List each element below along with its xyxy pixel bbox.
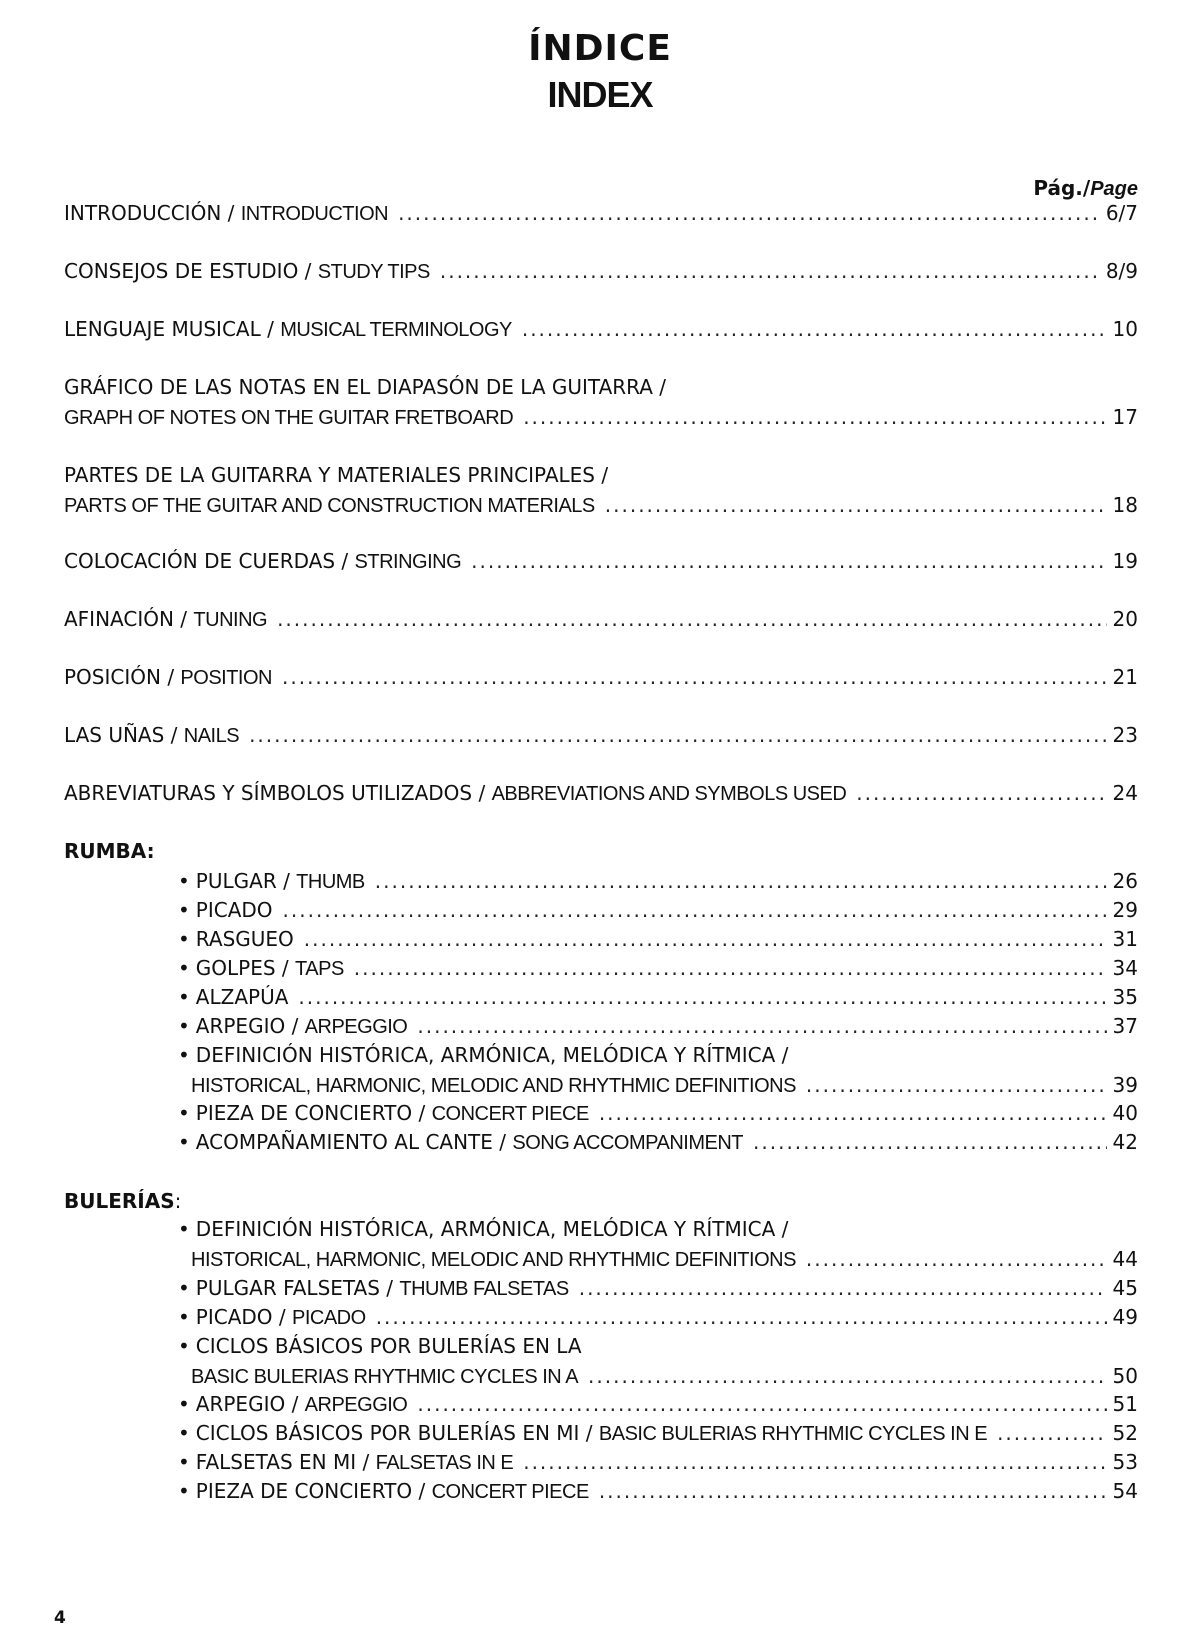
dot-leader (471, 546, 1106, 576)
rumba-item-page-number: 31 (1112, 927, 1138, 951)
bulerias-item-label (178, 1447, 513, 1478)
rumba-item-en: SONG ACCOMPANIMENT (512, 1132, 744, 1154)
bullet-icon: • (178, 1043, 190, 1067)
rumba-item-entry (191, 1070, 1138, 1100)
rumba-item-entry (178, 982, 1138, 1012)
bulerias-heading-colon: : (174, 1189, 182, 1213)
toc-es: AFINACIÓN / (64, 607, 194, 631)
dot-leader (856, 778, 1106, 808)
rumba-item-en: HISTORICAL, HARMONIC, MELODIC AND RHYTHMIC DEFINITIONS (191, 1075, 796, 1097)
rumba-item-label (178, 953, 344, 984)
toc-en: NAILS (183, 725, 240, 747)
bulerias-item-es: PICADO / (195, 1305, 292, 1329)
toc-line1 (64, 460, 608, 490)
toc-label (64, 604, 267, 635)
toc-entry (64, 604, 1138, 634)
dot-leader (588, 1361, 1107, 1391)
title-english: INDEX (547, 74, 653, 115)
rumba-item-page-number: 29 (1112, 898, 1138, 922)
bullet-icon: • (178, 1130, 190, 1154)
bulerias-item-en: BASIC BULERIAS RHYTHMIC CYCLES IN A (191, 1366, 579, 1388)
bulerias-item-entry (178, 1447, 1138, 1477)
rumba-item-es: PULGAR / (195, 869, 297, 893)
bulerias-item-es: ARPEGIO / (195, 1392, 305, 1416)
toc-entry (64, 314, 1138, 344)
toc-label (64, 198, 388, 229)
toc-es: CONSEJOS DE ESTUDIO / (64, 259, 318, 283)
bulerias-item-en: FALSETAS IN E (375, 1452, 514, 1474)
bullet-icon: • (178, 869, 190, 893)
bulerias-heading-text: BULERÍAS (64, 1189, 175, 1213)
section-heading-rumba: RUMBA: (64, 839, 155, 863)
footer-page-number: 4 (54, 1608, 66, 1628)
toc-page-number: 8/9 (1105, 259, 1138, 283)
bulerias-item-en: PICADO (292, 1307, 366, 1329)
toc-entry (64, 546, 1138, 576)
toc-page-number: 10 (1112, 317, 1138, 341)
rumba-item-es: ALZAPÚA (195, 985, 289, 1009)
rumba-item-entry (178, 924, 1138, 954)
rumba-item-entry (178, 895, 1138, 925)
bulerias-item-line1 (178, 1331, 582, 1361)
dot-leader (806, 1244, 1107, 1274)
bullet-icon: • (178, 1479, 190, 1503)
bulerias-item-es: FALSETAS EN MI / (195, 1450, 376, 1474)
dot-leader (277, 604, 1106, 634)
bulerias-item-page-number: 53 (1112, 1450, 1138, 1474)
bulerias-item-en: CONCERT PIECE (431, 1481, 589, 1503)
rumba-item-entry (178, 953, 1138, 983)
toc-label (64, 256, 430, 287)
dot-leader (417, 1011, 1106, 1041)
toc-en: ABBREVIATIONS AND SYMBOLS USED (491, 783, 847, 805)
toc-label (64, 778, 846, 809)
rumba-item-entry (178, 1011, 1138, 1041)
toc-entry (64, 490, 1138, 520)
bullet-icon: • (178, 1305, 190, 1329)
rumba-item-page-number: 40 (1112, 1101, 1138, 1125)
rumba-item-line1 (178, 1040, 788, 1070)
bulerias-item-entry (178, 1302, 1138, 1332)
bullet-icon: • (178, 1392, 190, 1416)
toc-page-number: 24 (1112, 781, 1138, 805)
toc-es: INTRODUCCIÓN / (64, 201, 241, 225)
bulerias-item-line1 (178, 1214, 788, 1244)
bullet-icon: • (178, 927, 190, 951)
dot-leader (523, 402, 1106, 432)
bullet-icon: • (178, 985, 190, 1009)
toc-en: GRAPH OF NOTES ON THE GUITAR FRETBOARD (64, 407, 514, 429)
bulerias-item-label (178, 1389, 407, 1420)
rumba-item-es: GOLPES / (195, 956, 296, 980)
rumba-item-page-number: 35 (1112, 985, 1138, 1009)
toc-page-number: 23 (1112, 723, 1138, 747)
dot-leader (997, 1418, 1106, 1448)
bulerias-item-en: THUMB FALSETAS (399, 1278, 569, 1300)
dot-leader (579, 1273, 1107, 1303)
toc-en: POSITION (180, 667, 272, 689)
toc-en: INTRODUCTION (240, 203, 389, 225)
toc-page-number: 19 (1112, 549, 1138, 573)
bulerias-item-entry (191, 1244, 1138, 1274)
bulerias-item-entry (178, 1389, 1138, 1419)
bulerias-item-page-number: 49 (1112, 1305, 1138, 1329)
page-header-en: Page (1090, 178, 1138, 200)
toc-label (64, 720, 239, 751)
rumba-item-label (191, 1070, 796, 1101)
rumba-item-page-number: 39 (1112, 1073, 1138, 1097)
rumba-item-page-number: 42 (1112, 1130, 1138, 1154)
bulerias-item-es: CICLOS BÁSICOS POR BULERÍAS EN MI / (195, 1421, 599, 1445)
dot-leader (753, 1127, 1107, 1157)
rumba-item-entry (178, 1098, 1138, 1128)
bullet-icon: • (178, 1217, 190, 1241)
toc-es: LAS UÑAS / (64, 723, 184, 747)
bulerias-item-es: CICLOS BÁSICOS POR BULERÍAS EN LA (195, 1334, 582, 1358)
toc-en: PARTS OF THE GUITAR AND CONSTRUCTION MATERIALS (64, 495, 595, 517)
toc-label (64, 402, 513, 433)
rumba-item-en: ARPEGGIO (304, 1016, 408, 1038)
rumba-item-page-number: 26 (1112, 869, 1138, 893)
dot-leader (249, 720, 1106, 750)
rumba-item-label (178, 982, 288, 1012)
rumba-item-label (178, 1127, 743, 1158)
toc-page-number: 18 (1112, 493, 1138, 517)
bulerias-item-label (178, 1476, 589, 1507)
toc-page-number: 6/7 (1105, 201, 1138, 225)
rumba-item-es: PICADO (195, 898, 273, 922)
bulerias-item-es: PULGAR FALSETAS / (195, 1276, 400, 1300)
toc-page-number: 21 (1112, 665, 1138, 689)
toc-es: POSICIÓN / (64, 665, 181, 689)
toc-en: MUSICAL TERMINOLOGY (280, 319, 512, 341)
bulerias-item-entry (191, 1361, 1138, 1391)
rumba-item-label (178, 924, 294, 954)
dot-leader (298, 982, 1106, 1012)
rumba-item-en: TAPS (295, 958, 344, 980)
rumba-item-label (178, 895, 273, 925)
toc-page-number: 17 (1112, 405, 1138, 429)
toc-es: PARTES DE LA GUITARRA Y MATERIALES PRINCIPALES / (64, 463, 609, 487)
rumba-item-es: ACOMPAÑAMIENTO AL CANTE / (195, 1130, 513, 1154)
bulerias-item-en: HISTORICAL, HARMONIC, MELODIC AND RHYTHMIC DEFINITIONS (191, 1249, 796, 1271)
dot-leader (398, 198, 1100, 228)
rumba-item-page-number: 34 (1112, 956, 1138, 980)
bulerias-item-page-number: 54 (1112, 1479, 1138, 1503)
dot-leader (605, 490, 1107, 520)
bullet-icon: • (178, 956, 190, 980)
rumba-item-entry (178, 866, 1138, 896)
rumba-item-label (178, 1011, 407, 1042)
toc-es: COLOCACIÓN DE CUERDAS / (64, 549, 355, 573)
toc-entry (64, 198, 1138, 228)
rumba-item-label (178, 866, 365, 897)
rumba-item-es: RASGUEO (195, 927, 294, 951)
bullet-icon: • (178, 1450, 190, 1474)
dot-leader (354, 953, 1107, 983)
rumba-item-page-number: 37 (1112, 1014, 1138, 1038)
rumba-item-es: DEFINICIÓN HISTÓRICA, ARMÓNICA, MELÓDICA Y RÍTMICA / (195, 1043, 789, 1067)
bullet-icon: • (178, 1421, 190, 1445)
page-header-es: Pág. (1033, 176, 1083, 200)
toc-entry (64, 662, 1138, 692)
bulerias-item-label (178, 1273, 569, 1304)
dot-leader (599, 1098, 1107, 1128)
toc-label (64, 546, 461, 577)
bulerias-item-page-number: 50 (1112, 1364, 1138, 1388)
bullet-icon: • (178, 1101, 190, 1125)
rumba-item-es: PIEZA DE CONCIERTO / (195, 1101, 432, 1125)
title-spanish: ÍNDICE (528, 28, 672, 69)
dot-leader (522, 314, 1107, 344)
bulerias-item-entry (178, 1476, 1138, 1506)
page-header-sep: / (1082, 176, 1091, 200)
toc-en: STUDY TIPS (317, 261, 430, 283)
dot-leader (599, 1476, 1107, 1506)
bulerias-item-entry (178, 1273, 1138, 1303)
toc-en: STRINGING (354, 551, 462, 573)
bulerias-item-page-number: 51 (1112, 1392, 1138, 1416)
bulerias-item-page-number: 52 (1112, 1421, 1138, 1445)
bullet-icon: • (178, 898, 190, 922)
toc-label (64, 490, 595, 521)
bulerias-item-label (178, 1418, 987, 1449)
rumba-item-es: ARPEGIO / (195, 1014, 305, 1038)
dot-leader (282, 662, 1107, 692)
dot-leader (523, 1447, 1106, 1477)
toc-es: LENGUAJE MUSICAL / (64, 317, 281, 341)
toc-label (64, 314, 512, 345)
dot-leader (283, 895, 1107, 925)
toc-en: TUNING (193, 609, 268, 631)
dot-leader (375, 866, 1107, 896)
bulerias-item-en: BASIC BULERIAS RHYTHMIC CYCLES IN E (598, 1423, 988, 1445)
dot-leader (376, 1302, 1107, 1332)
toc-line1 (64, 372, 666, 402)
bulerias-item-es: PIEZA DE CONCIERTO / (195, 1479, 432, 1503)
toc-es: ABREVIATURAS Y SÍMBOLOS UTILIZADOS / (64, 781, 492, 805)
bulerias-item-es: DEFINICIÓN HISTÓRICA, ARMÓNICA, MELÓDICA Y RÍTMICA / (195, 1217, 789, 1241)
section-heading-bulerias (64, 1186, 181, 1216)
bulerias-item-en: ARPEGGIO (304, 1394, 408, 1416)
bulerias-item-label (191, 1361, 578, 1392)
bullet-icon: • (178, 1276, 190, 1300)
rumba-item-en: CONCERT PIECE (431, 1103, 589, 1125)
dot-leader (440, 256, 1100, 286)
dot-leader (417, 1389, 1106, 1419)
bullet-icon: • (178, 1334, 190, 1358)
rumba-item-en: THUMB (296, 871, 365, 893)
bulerias-item-entry (178, 1418, 1138, 1448)
dot-leader (304, 924, 1107, 954)
toc-entry (64, 778, 1138, 808)
toc-entry (64, 402, 1138, 432)
rumba-item-entry (178, 1127, 1138, 1157)
rumba-item-label (178, 1098, 589, 1129)
bulerias-item-page-number: 44 (1112, 1247, 1138, 1271)
bulerias-item-label (178, 1302, 366, 1333)
toc-label (64, 662, 272, 693)
dot-leader (806, 1070, 1107, 1100)
bulerias-item-label (191, 1244, 796, 1275)
bullet-icon: • (178, 1014, 190, 1038)
toc-page-number: 20 (1112, 607, 1138, 631)
bulerias-item-page-number: 45 (1112, 1276, 1138, 1300)
toc-es: GRÁFICO DE LAS NOTAS EN EL DIAPASÓN DE LA GUITARRA / (64, 375, 667, 399)
toc-entry (64, 720, 1138, 750)
toc-entry (64, 256, 1138, 286)
